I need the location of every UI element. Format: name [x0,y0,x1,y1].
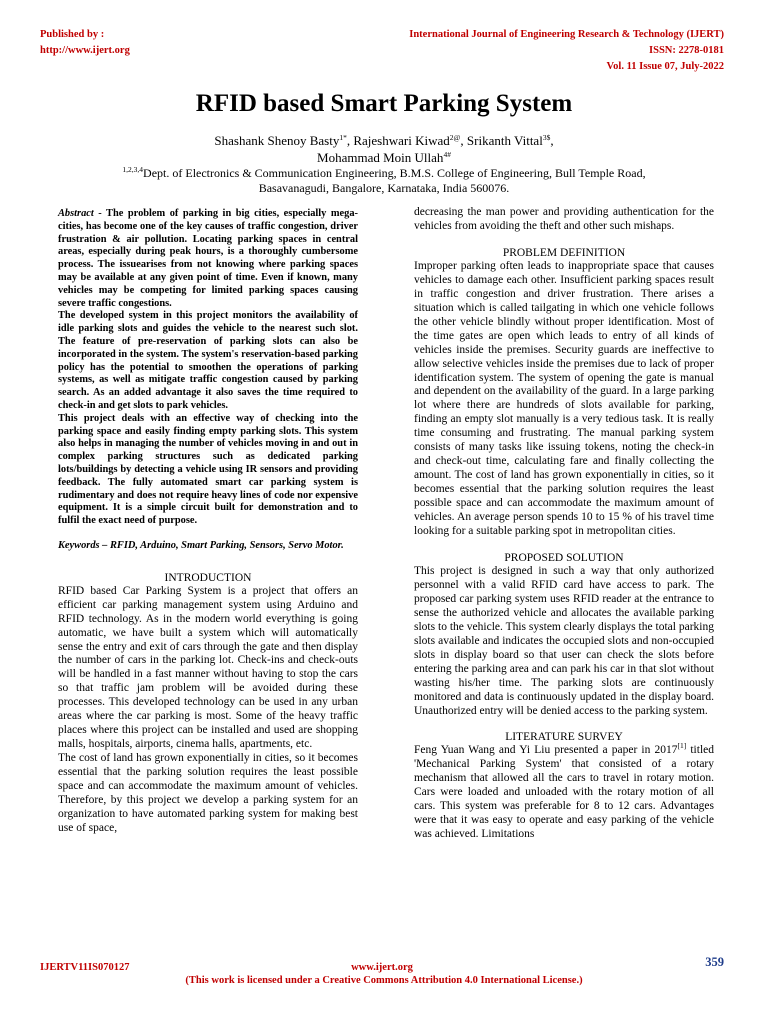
affiliation [0,166,768,196]
abstract-label: Abstract [58,208,94,219]
author-name: Mohammad Moin Ullah [317,150,444,165]
author-name: Shashank Shenoy Basty [214,133,340,148]
author-separator: , [550,133,554,148]
abstract [58,208,358,528]
author-name: , Srikanth Vittal [460,133,543,148]
section-heading-literature-survey: LITERATURE SURVEY [505,731,623,744]
author-affiliation-mark: 3$ [542,133,551,142]
abstract-paragraph: The developed system in this project monitors the availability of idle parking slots and guides the vehicle to the nearest such slot. The feature of pre-reservation of parking slots can also be incorporated in the system. The system's reservation-based parking policy has the potential to smoothen the operations of parking systems, as well as mitigate traffic congestion caused by parking search. As an added advantage it also saves the time required to check-in and get slots to park vehicles. [58,310,358,411]
affiliation-line: Basavanagudi, Bangalore, Karnataka, India 560076. [258,181,510,195]
left-column [58,208,358,836]
abstract-paragraph: This project deals with an effective way of checking into the parking space and easily finding empty parking slots. This system also helps in managing the number of vehicles moving in and out in complex parking structures such as dedicated parking lots/buildings by detecting a vehicle using IR sensors and providing feedback. The fully automated smart car parking system is rudimentary and does not require heavy lines of code nor expensive equipment. It is a simple circuit built for demonstration and to fulfil the exact need of purpose. [58,412,358,527]
page-number: 359 [705,955,724,969]
section-heading-introduction: INTRODUCTION [164,571,252,584]
paper-id: IJERTV11IS070127 [40,962,130,973]
paper-title: RFID based Smart Parking System [195,90,573,117]
body-text-run: titled 'Mechanical Parking System' that consisted of a rotary mechanism that allowed all the cars to travel in rotary motion. Cars were loaded and unloaded with the rotary motion of all cars. This system was preferable for 8 to 12 cars. Advantages were that it was easy to operate and easy parking of the vehicle was achieved. Limitations [414,744,714,841]
right-column [414,206,714,842]
author-affiliation-mark: 2@ [449,133,461,142]
section-heading-proposed-solution: PROPOSED SOLUTION [504,551,624,564]
journal-info-block [409,27,724,75]
author-name: , Rajeshwari Kiwad [346,133,450,148]
abstract-text: - The problem of parking in big cities, especially mega-cities, has become one of the key causes of traffic congestion, driver frustration & air pollution. Locating parking spaces in central areas, especially during peak hours, is a thoroughly cumbersome process. The issuearises from not knowing where parking spaces may be available at any given point of time. Even if known, many vehicles may be competing for limited parking spaces causing severe traffic congestions. [58,208,358,309]
author-list [0,132,768,166]
body-paragraph: This project is designed in such a way that only authorized personnel with a valid RFID card have access to park. The proposed car parking system uses RFID reader at the entrance to sense the authorized vehicle and allocates the available parking slots to the vehicle. This system clearly displays the total parking slots available and indicates the occupied slots and non-occupied slots in display board so that user can check the slots before entering the parking area and can park his car in that slot without wasting his/her time. The parking slots are continuously monitored and data is continuously updated in the display board. Unauthorized entry will be denied access to the parking system. [414,564,714,717]
publisher-block [40,27,130,59]
footer-site-link[interactable]: www.ijert.org [351,962,413,973]
affiliation-line: Dept. of Electronics & Communication Engineering, B.M.S. College of Engineering, Bull Temple Road, [143,166,646,180]
affiliation-mark: 1,2,3,4 [122,165,144,174]
keywords: Keywords – RFID, Arduino, Smart Parking, Sensors, Servo Motor. [58,539,344,551]
license-notice: (This work is licensed under a Creative Commons Attribution 4.0 International License.) [185,975,583,986]
journal-name: International Journal of Engineering Research & Technology (IJERT) [409,29,724,40]
abstract-paragraph [58,208,358,310]
section-heading-problem-definition: PROBLEM DEFINITION [502,246,626,259]
author-affiliation-mark: 1* [339,133,347,142]
journal-url-link[interactable]: http://www.ijert.org [40,45,130,56]
introduction-body [58,585,358,836]
citation-mark: [1] [677,741,687,751]
body-paragraph: The cost of land has grown exponentially in cities, so it becomes essential that the parking solution requires the least possible space and can accommodate the maximum amount of vehicles. Therefore, by this project we develop a parking system for an organization to have automated parking system for making best use of space, [58,752,358,834]
author-affiliation-mark: 4# [443,150,451,159]
body-text-run: Feng Yuan Wang and Yi Liu presented a paper in 2017 [414,744,678,757]
body-paragraph: Improper parking often leads to inappropriate space that causes vehicles to damage each other. Insufficient parking spaces result in traffic congestion and driver frustration. There arises a situation which is called tailgating in which one vehicle follows the other vehicle blindly without proper identification. Most of the time gates are open which leads to entry of all kinds of vehicles inside the premises. Security guards are ineffective to allow selective vehicles inside the premises due to lack of proper identification system. The system of opening the gate is manual and dependent on the availability of the guard. In a large parking lot where there are hundreds of slots available for parking, finding an empty slot manually is a very tedious task. It is really time consuming and frustrating. The manual parking system consists of many tasks like issuing tokens, noting the check-in and check-out time, calculating fare and finally collecting the amount. The cost of land has grown exponentially in cities, so it becomes essential that the parking solution requires the least possible space and can accommodate the maximum amount of vehicles. An average person spends 10 to 15 % of his travel time looking for a suitable parking spot in metropolitan cities. [414,259,714,538]
issn-label: ISSN: 2278-0181 [649,45,724,56]
volume-issue-label: Vol. 11 Issue 07, July-2022 [606,61,724,72]
published-by-label: Published by : [40,29,105,40]
body-paragraph [414,741,714,842]
body-paragraph: decreasing the man power and providing authentication for the vehicles from avoiding the theft and other such mishaps. [414,206,714,232]
body-paragraph: RFID based Car Parking System is a project that offers an efficient car parking management system using Arduino and RFID technology. As in the modern world everything is going automatic, we have built a system which will automatically sense the entry and exit of cars through the gate and then display the number of cars in the parking lot. Check-ins and check-outs will be handled in a fast manner without having to stop the cars so that traffic jam problem will be avoided during these processes. This developed technology can be used in any urban areas where the car parking is most. Some of the heavy traffic places where this project can be installed and used are shopping malls, hospitals, airports, cinema halls, apartments, etc. [58,584,358,751]
